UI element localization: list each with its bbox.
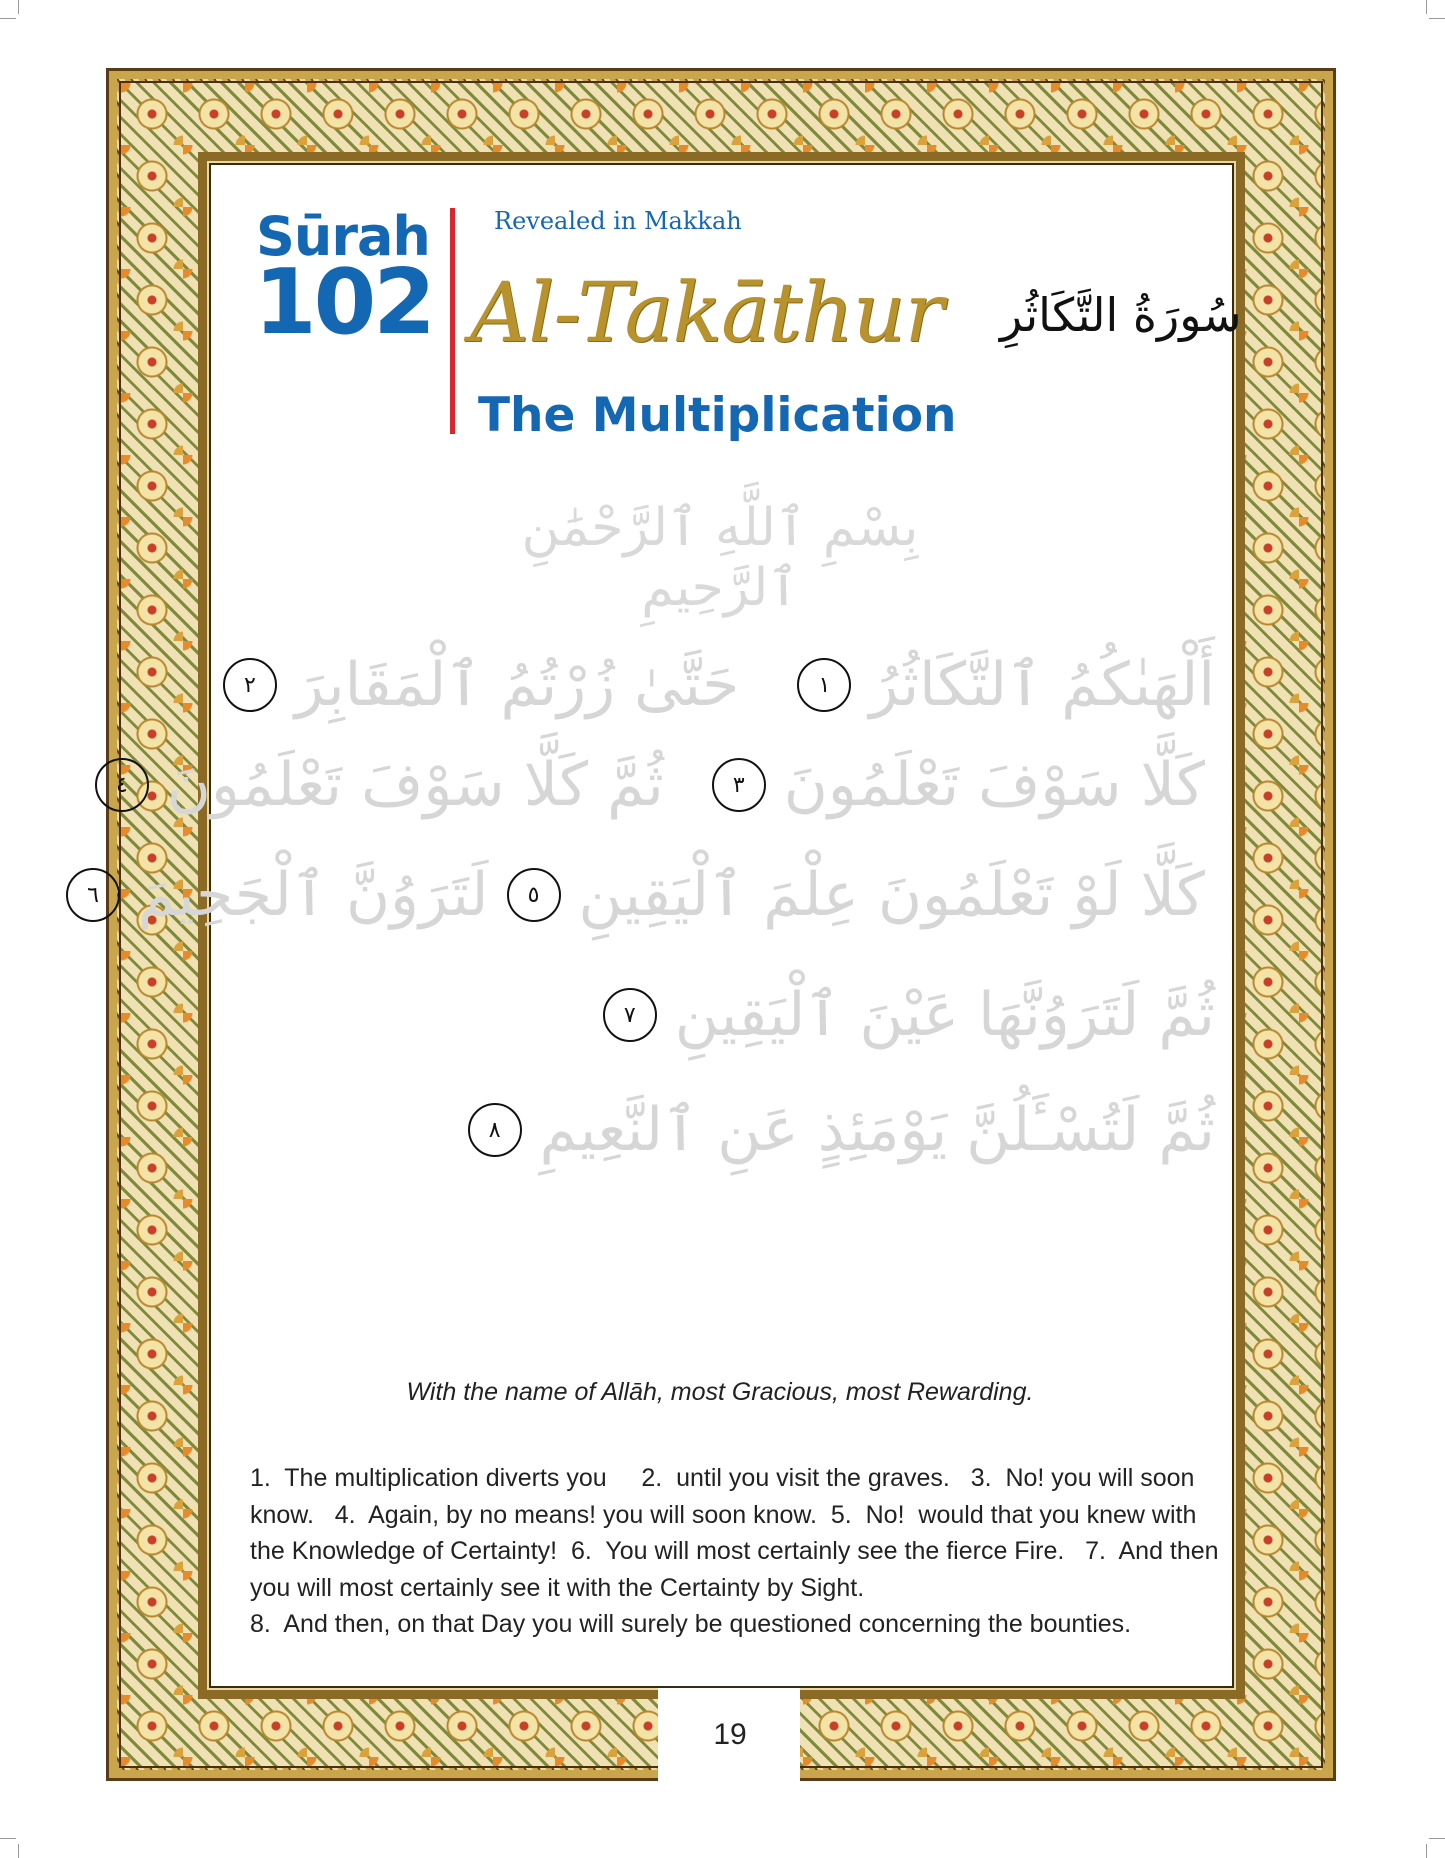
verse-line [468, 1080, 1215, 1180]
ayah-number-marker: ٨ [468, 1103, 522, 1157]
crop-mark [1429, 1838, 1445, 1839]
bismillah-arabic: بِسْمِ ٱللَّهِ ٱلرَّحْمَٰنِ ٱلرَّحِيمِ [521, 498, 919, 618]
verse-line [66, 845, 1205, 945]
ayah-number-marker: ١ [797, 658, 851, 712]
crop-mark [18, 0, 19, 14]
ayah-number-marker: ٦ [66, 868, 120, 922]
surah-number: 102 [254, 250, 433, 355]
verse-text: حَتَّىٰ زُرْتُمُ ٱلْمَقَابِرَ [294, 650, 740, 720]
ayah-number-marker: ٥ [507, 868, 561, 922]
surah-english-name: The Multiplication [478, 388, 957, 443]
verse-line [95, 735, 1205, 835]
verse-text: أَلْهَىٰكُمُ ٱلتَّكَاثُرُ [869, 650, 1215, 720]
title-divider [450, 208, 455, 434]
page-number: 19 [713, 1718, 747, 1751]
verse-text: ثُمَّ كَلَّا سَوْفَ تَعْلَمُونَ [166, 750, 664, 820]
crop-mark [1426, 1844, 1427, 1858]
bismillah-english: With the name of Allāh, most Gracious, most Rewarding. [406, 1378, 1034, 1406]
surah-transliterated-name: Al-Takāthur [470, 266, 943, 361]
revelation-place: Revealed in Makkah [494, 207, 742, 235]
ayah-number-marker: ٢ [223, 658, 277, 712]
crop-mark [1429, 18, 1445, 19]
crop-mark [0, 18, 16, 19]
crop-mark [0, 1838, 16, 1839]
ayah-number-marker: ٣ [712, 758, 766, 812]
ayah-number-marker: ٧ [603, 988, 657, 1042]
verse-translation: 1. The multiplication diverts you 2. until you visit the graves. 3. No! you will soon know. 4. Again, by no means! you will soon know. 5. No! would that you knew with the Knowledge of Certainty! 6. You will most certainly see the fierce Fire. 7. And then you will most certainly see it with the Certainty by Sight. 8. And then, on that Day you will surely be questioned concerning the bounties. [250, 1464, 1219, 1638]
surah-arabic-name: سُورَةُ التَّكَاثُرِ [1000, 288, 1242, 342]
crop-mark [1426, 0, 1427, 14]
verse-line [603, 965, 1215, 1065]
verse-text: ثُمَّ لَتَرَوُنَّهَا عَيْنَ ٱلْيَقِينِ [674, 980, 1215, 1050]
ayah-number-marker: ٤ [95, 758, 149, 812]
verse-line [223, 635, 1215, 735]
surah-label: Sūrah [256, 205, 430, 268]
crop-mark [18, 1844, 19, 1858]
verse-text: كَلَّا لَوْ تَعْلَمُونَ عِلْمَ ٱلْيَقِينِ [578, 860, 1205, 930]
verse-text: ثُمَّ لَتُسْـَٔلُنَّ يَوْمَئِذٍ عَنِ ٱلنَّعِيمِ [539, 1095, 1215, 1165]
verse-text: كَلَّا سَوْفَ تَعْلَمُونَ [783, 750, 1205, 820]
verse-text: لَتَرَوُنَّ ٱلْجَحِيمَ [137, 860, 489, 930]
